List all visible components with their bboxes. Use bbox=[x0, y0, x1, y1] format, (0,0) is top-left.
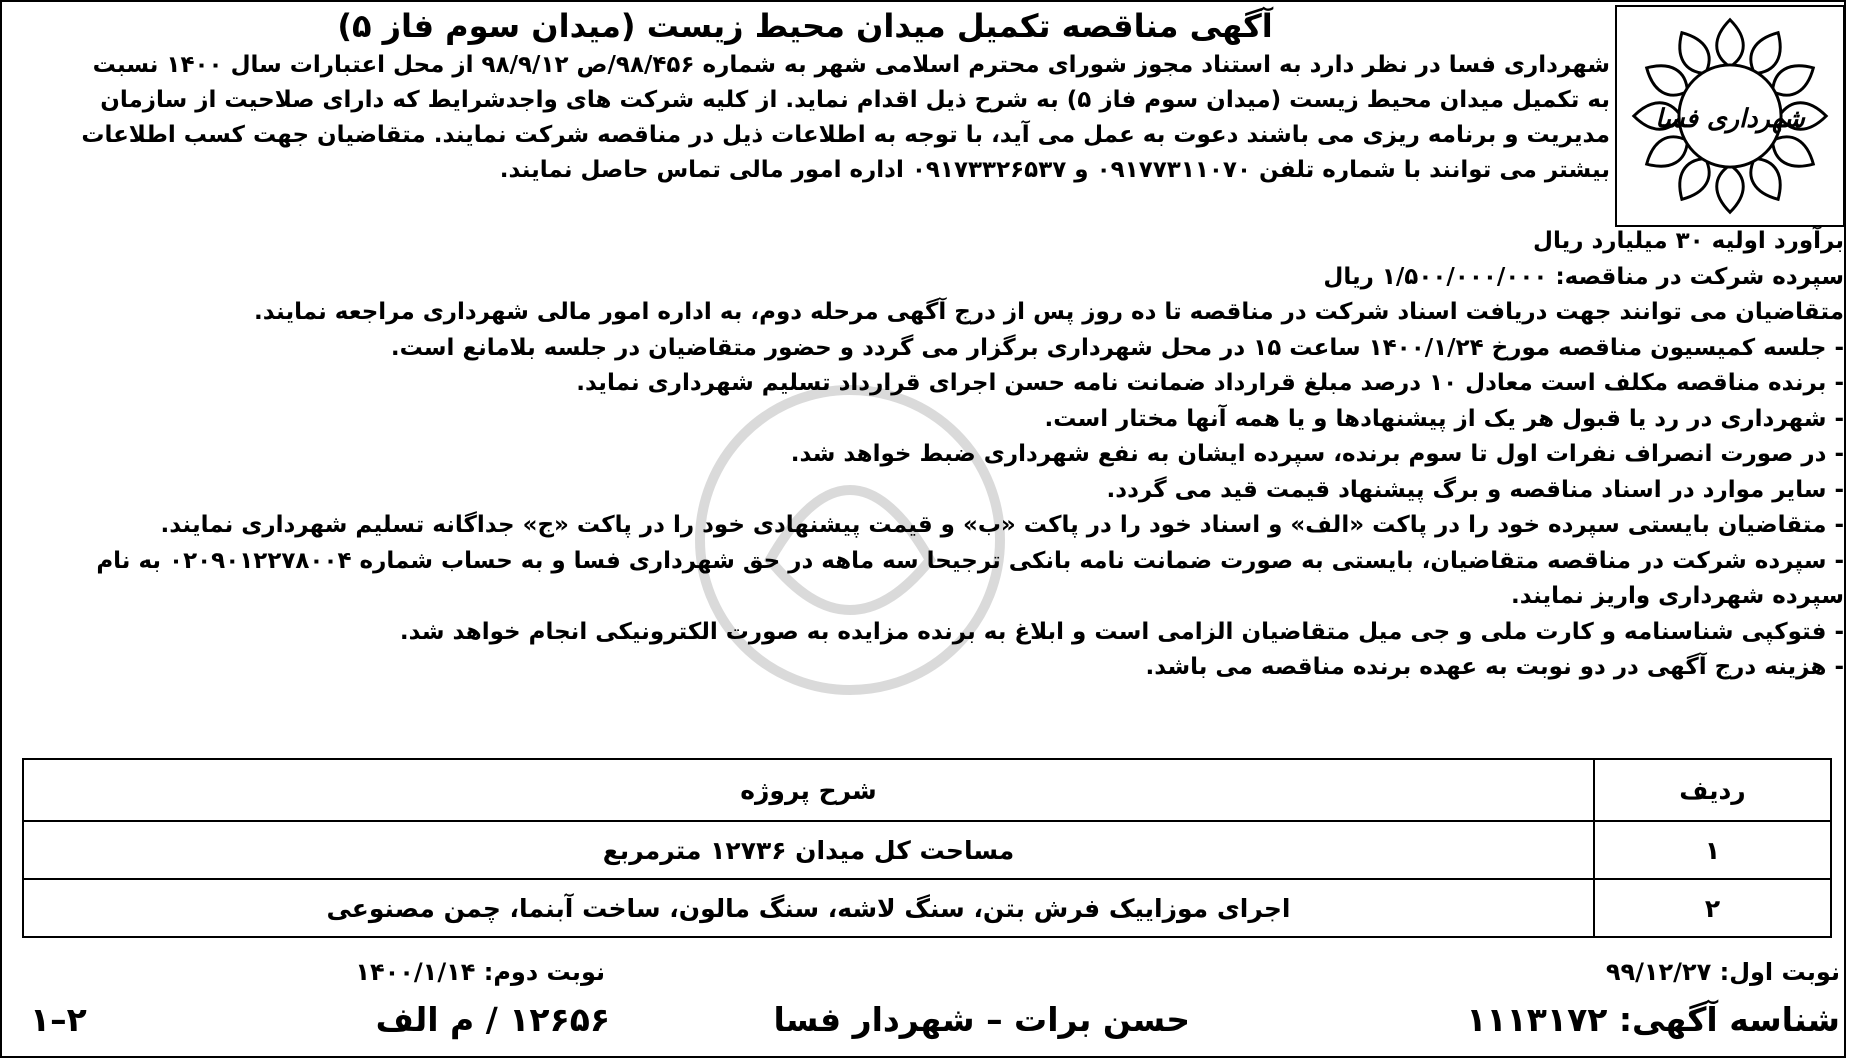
body-line: - سایر موارد در اسناد مناقصه و برگ پیشنهاد قیمت قید می گردد. bbox=[1106, 476, 1844, 503]
body-line: سپرده شرکت در مناقصه: ۱/۵۰۰/۰۰۰/۰۰۰ ریال bbox=[1323, 263, 1844, 290]
ad-id: شناسه آگهی: ۱۱۱۳۱۷۲ bbox=[1466, 1000, 1840, 1039]
body-line: - فتوکپی شناسنامه و کارت ملی و جی میل متقاضیان الزامی است و ابلاغ به برنده مزایده به صورت الکترونیکی انجام خواهد شد. bbox=[399, 618, 1844, 645]
row-number: ۱ bbox=[1594, 821, 1831, 879]
body-line: - سپرده شرکت در مناقصه متقاضیان، بایستی به صورت ضمانت نامه بانکی ترجیحا سه ماهه در حق شهرداری فسا و به حساب شماره ۰۲۰۹۰۱۲۲۷۸۰۰۴ به نام bbox=[96, 547, 1844, 574]
page-code: ۲–۱ bbox=[30, 1000, 87, 1039]
intro-line: مدیریت و برنامه ریزی می باشند دعوت به عمل می آید، با توجه به اطلاعات ذیل در مناقصه شرکت نمایند. متقاضیان جهت کسب اطلاعات bbox=[81, 122, 1610, 148]
table-row bbox=[23, 821, 1831, 879]
signer: حسن برات – شهردار فسا bbox=[773, 1000, 1190, 1039]
row-description: اجرای موزاییک فرش بتن، سنگ لاشه، سنگ مالون، ساخت آبنما، چمن مصنوعی bbox=[23, 879, 1594, 937]
column-header-row-number: ردیف bbox=[1594, 759, 1831, 821]
conditions-list bbox=[6, 224, 1844, 686]
body-line: - جلسه کمیسیون مناقصه مورخ ۱۴۰۰/۱/۲۴ ساعت ۱۵ در محل شهرداری برگزار می گردد و حضور متقاضیان در جلسه بلامانع است. bbox=[390, 334, 1844, 361]
reference-code: ۱۲۶۵۶ / م الف bbox=[375, 1000, 610, 1039]
body-line: - هزینه درج آگهی در دو نوبت به عهده برنده مناقصه می باشد. bbox=[1145, 654, 1844, 680]
column-header-description: شرح پروژه bbox=[23, 759, 1594, 821]
intro-line: بیشتر می توانند با شماره تلفن ۰۹۱۷۷۳۱۱۰۷۰ و ۰۹۱۷۳۳۲۶۵۳۷ اداره امور مالی تماس حاصل نمایند. bbox=[499, 157, 1610, 183]
intro-line: به تکمیل میدان محیط زیست (میدان سوم فاز ۵) به شرح ذیل اقدام نماید. از کلیه شرکت های واجدشرایط که دارای صلاحیت از سازمان bbox=[100, 87, 1610, 113]
row-description: مساحت کل میدان ۱۲۷۳۶ مترمربع bbox=[23, 821, 1594, 879]
logo-emblem-icon bbox=[1617, 7, 1843, 225]
body-line: - برنده مناقصه مکلف است معادل ۱۰ درصد مبلغ قرارداد ضمانت نامه حسن اجرای قرارداد تسلیم شهرداری نماید. bbox=[576, 370, 1844, 396]
body-line: - در صورت انصراف نفرات اول تا سوم برنده، سپرده ایشان به نفع شهرداری ضبط خواهد شد. bbox=[790, 441, 1844, 467]
project-table bbox=[22, 758, 1832, 938]
first-notice-date: نوبت اول: ۹۹/۱۲/۲۷ bbox=[1605, 958, 1840, 986]
table-header-row bbox=[23, 759, 1831, 821]
intro-line: شهرداری فسا در نظر دارد به استناد مجوز شورای محترم اسلامی شهر به شماره ۹۸/۴۵۶/ص ۹۸/۹/۱۲ از محل اعتبارات سال ۱۴۰۰ نسبت bbox=[92, 52, 1610, 78]
page-title: آگهی مناقصه تکمیل میدان محیط زیست (میدان سوم فاز ۵) bbox=[337, 7, 1273, 45]
body-line: متقاضیان می توانند جهت دریافت اسناد شرکت در مناقصه تا ده روز پس از درج آگهی مرحله دوم، به اداره امور مالی شهرداری مراجعه نمایند. bbox=[254, 299, 1844, 325]
body-line: - متقاضیان بایستی سپرده خود را در پاکت «الف» و اسناد خود را در پاکت «ب» و قیمت پیشنهادی خود را در پاکت «ج» جداگانه تسلیم شهرداری نمایند. bbox=[160, 512, 1844, 538]
municipality-logo bbox=[1615, 5, 1845, 227]
body-line: - شهرداری در رد یا قبول هر یک از پیشنهادها و یا همه آنها مختار است. bbox=[1044, 405, 1844, 432]
logo-text: شهرداری فسا bbox=[1655, 103, 1805, 134]
intro-paragraph bbox=[6, 48, 1610, 188]
body-line: برآورد اولیه ۳۰ میلیارد ریال bbox=[1533, 228, 1844, 254]
table-row bbox=[23, 879, 1831, 937]
second-notice-date: نوبت دوم: ۱۴۰۰/۱/۱۴ bbox=[355, 958, 605, 986]
row-number: ۲ bbox=[1594, 879, 1831, 937]
body-line: سپرده شهرداری واریز نمایند. bbox=[1511, 583, 1844, 609]
